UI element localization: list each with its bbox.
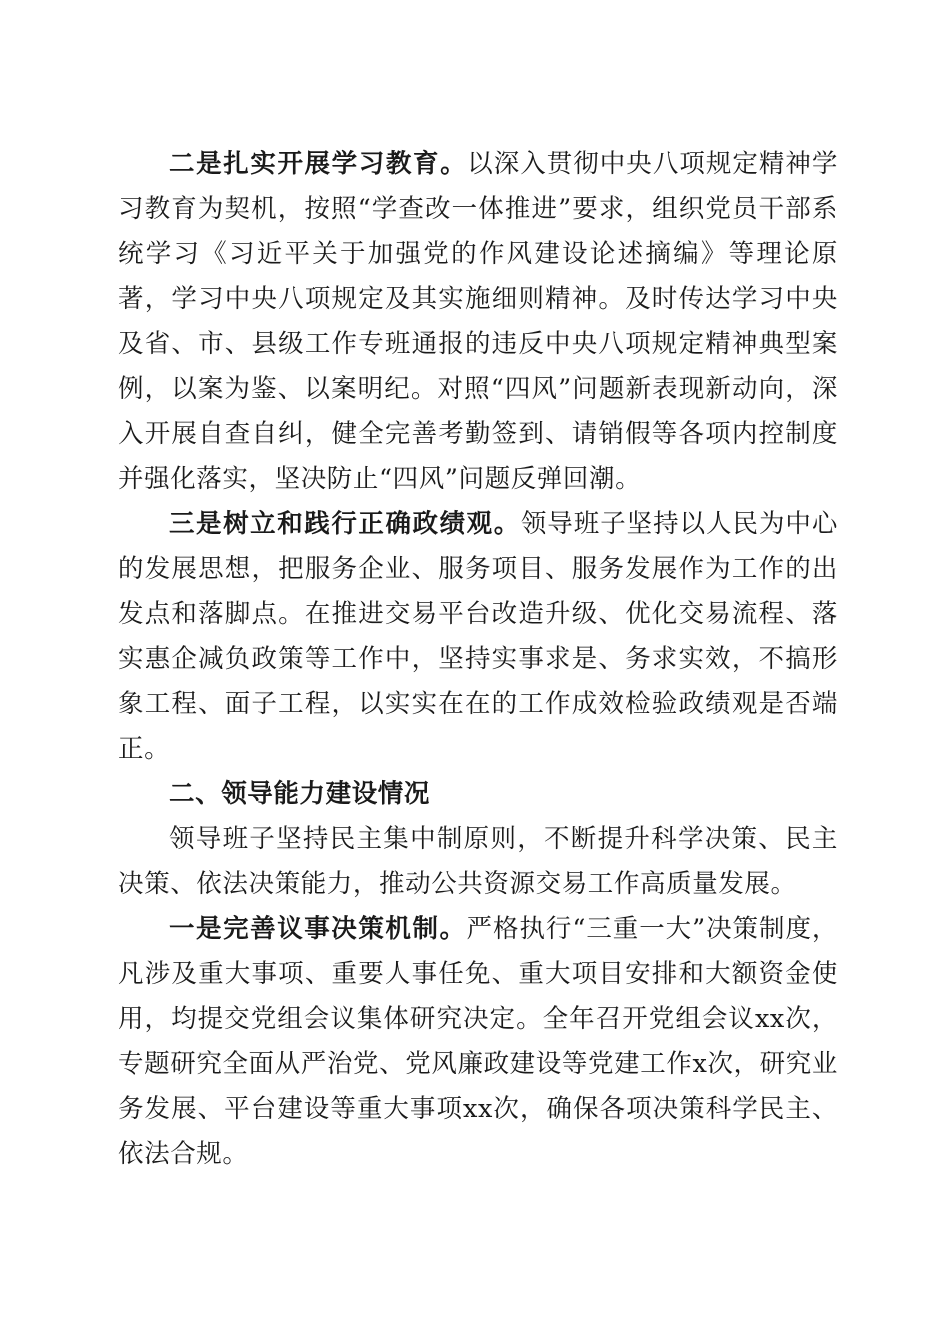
paragraph-performance-view	[118, 502, 838, 772]
section-intro: 领导班子坚持民主集中制原则，不断提升科学决策、民主决策、依法决策能力，推动公共资源交易工作高质量发展。	[118, 824, 838, 899]
paragraph-lead: 三是树立和践行正确政绩观。	[169, 509, 521, 539]
paragraph-decision-mechanism	[118, 907, 838, 1177]
paragraph-study-education	[118, 142, 838, 502]
paragraph-lead: 二是扎实开展学习教育。	[169, 149, 468, 179]
document-body	[118, 142, 838, 1177]
paragraph-text: 以深入贯彻中央八项规定精神学习教育为契机，按照“学查改一体推进”要求，组织党员干部系统学习《习近平关于加强党的作风建设论述摘编》等理论原著，学习中央八项规定及其实施细则精神。及时传达学习中央及省、市、县级工作专班通报的违反中央八项规定精神典型案例，以案为鉴、以案明纪。对照“四风”问题新表现新动向，深入开展自查自纠，健全完善考勤签到、请销假等各项内控制度并强化落实，坚决防止“四风”问题反弹回潮。	[118, 149, 838, 494]
paragraph-text: 严格执行“三重一大”决策制度，凡涉及重大事项、重要人事任免、重大项目安排和大额资金使用，均提交党组会议集体研究决定。全年召开党组会议xx次，专题研究全面从严治党、党风廉政建设等党建工作x次，研究业务发展、平台建设等重大事项xx次，确保各项决策科学民主、依法合规。	[118, 914, 839, 1169]
paragraph-lead: 一是完善议事决策机制。	[169, 914, 467, 944]
section-heading: 二、领导能力建设情况	[169, 779, 431, 809]
paragraph-text: 领导班子坚持以人民为中心的发展思想，把服务企业、服务项目、服务发展作为工作的出发点和落脚点。在推进交易平台改造升级、优化交易流程、落实惠企减负政策等工作中，坚持实事求是、务求实效，不搞形象工程、面子工程，以实实在在的工作成效检验政绩观是否端正。	[118, 509, 838, 764]
